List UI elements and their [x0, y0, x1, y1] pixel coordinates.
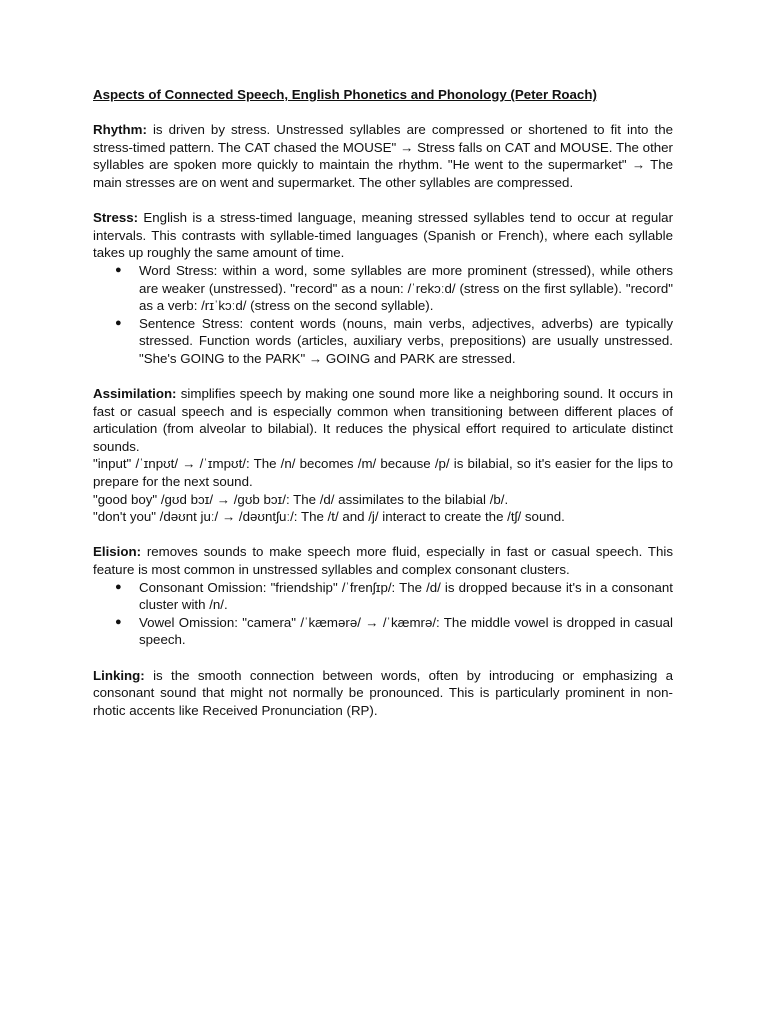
elision-paragraph — [93, 543, 673, 578]
example-line: "don't you" /dəʊnt juː/ → /dəʊntʃuː/: The /t/ and /j/ interact to create the /tʃ/ sound. — [93, 509, 565, 525]
linking-term: Linking: — [93, 667, 145, 683]
stress-list — [93, 262, 673, 368]
rhythm-section — [93, 121, 673, 191]
linking-text: is the smooth connection between words, often by introducing or emphasizing a consonant sound that might not normally be pronounced. This is particularly prominent in non-rhotic accents like Received Pronunciation (RP). — [93, 667, 673, 718]
list-item-text: Consonant Omission: "friendship" /ˈfrenʃɪp/: The /d/ is dropped because it's in a consonant cluster with /n/. — [139, 579, 673, 613]
assimilation-section — [93, 385, 673, 526]
linking-paragraph — [93, 667, 673, 720]
bullet-icon: ● — [115, 580, 122, 593]
example-line: "good boy" /gʊd bɔɪ/ → /gʊb bɔɪ/: The /d/ assimilates to the bilabial /b/. — [93, 491, 509, 507]
document-title: Aspects of Connected Speech, English Phonetics and Phonology (Peter Roach) — [93, 87, 597, 102]
stress-term: Stress: — [93, 210, 139, 226]
rhythm-text: is driven by stress. Unstressed syllables are compressed or shortened to fit into the stress-timed pattern. The CAT chased the MOUSE" → Stress falls on CAT and MOUSE. The other syllables are spoken more quickly to maintain the rhythm. "He went to the supermarket" → The main stresses are on went and supermarket. The other syllables are compressed. — [93, 122, 673, 190]
rhythm-paragraph — [93, 121, 673, 191]
list-item-text: Word Stress: within a word, some syllables are more prominent (stressed), while others are weaker (unstressed). "record" as a noun: /ˈrekɔːd/ (stress on the first syllable). "record" as a verb: /rɪˈkɔːd/ (stress on the second syllable). — [139, 262, 673, 314]
linking-section — [93, 667, 673, 720]
elision-text: removes sounds to make speech more fluid, especially in fast or casual speech. This feature is most common in unstressed syllables and complex consonant clusters. — [93, 544, 673, 578]
stress-text: English is a stress-timed language, meaning stressed syllables tend to occur at regular intervals. This contrasts with syllable-timed languages (Spanish or French), where each syllable takes up roughly the same amount of time. — [93, 210, 673, 261]
stress-section — [93, 209, 673, 367]
example-line: "input" /ˈɪnpʊt/ → /ˈɪmpʊt/: The /n/ becomes /m/ because /p/ is bilabial, so it's easier for the lips to prepare for the next sound. — [93, 456, 673, 490]
list-item — [93, 315, 673, 368]
stress-paragraph — [93, 209, 673, 262]
bullet-icon: ● — [115, 615, 122, 628]
elision-list — [93, 579, 673, 649]
list-item — [93, 579, 673, 614]
bullet-icon: ● — [115, 316, 122, 329]
bullet-icon: ● — [115, 263, 122, 276]
list-item — [93, 614, 673, 649]
elision-section — [93, 543, 673, 649]
list-item-text: Sentence Stress: content words (nouns, main verbs, adjectives, adverbs) are typically stressed. Function words (articles, auxiliary verbs, prepositions) are usually unstressed. "She's GOING to the PARK" → GOING and PARK are stressed. — [139, 315, 673, 366]
list-item — [93, 262, 673, 315]
assimilation-text: simplifies speech by making one sound more like a neighboring sound. It occurs in fast or casual speech and is especially common when transitioning between different places of articulation (from alveolar to bilabial). It reduces the physical effort required to articulate distinct sounds. — [93, 386, 673, 454]
list-item-text: Vowel Omission: "camera" /ˈkæmərə/ → /ˈkæmrə/: The middle vowel is dropped in casual speech. — [139, 614, 673, 648]
rhythm-term: Rhythm: — [93, 122, 147, 138]
assimilation-term: Assimilation: — [93, 386, 177, 402]
document-page — [93, 86, 673, 737]
assimilation-paragraph — [93, 385, 673, 455]
elision-term: Elision: — [93, 544, 142, 560]
